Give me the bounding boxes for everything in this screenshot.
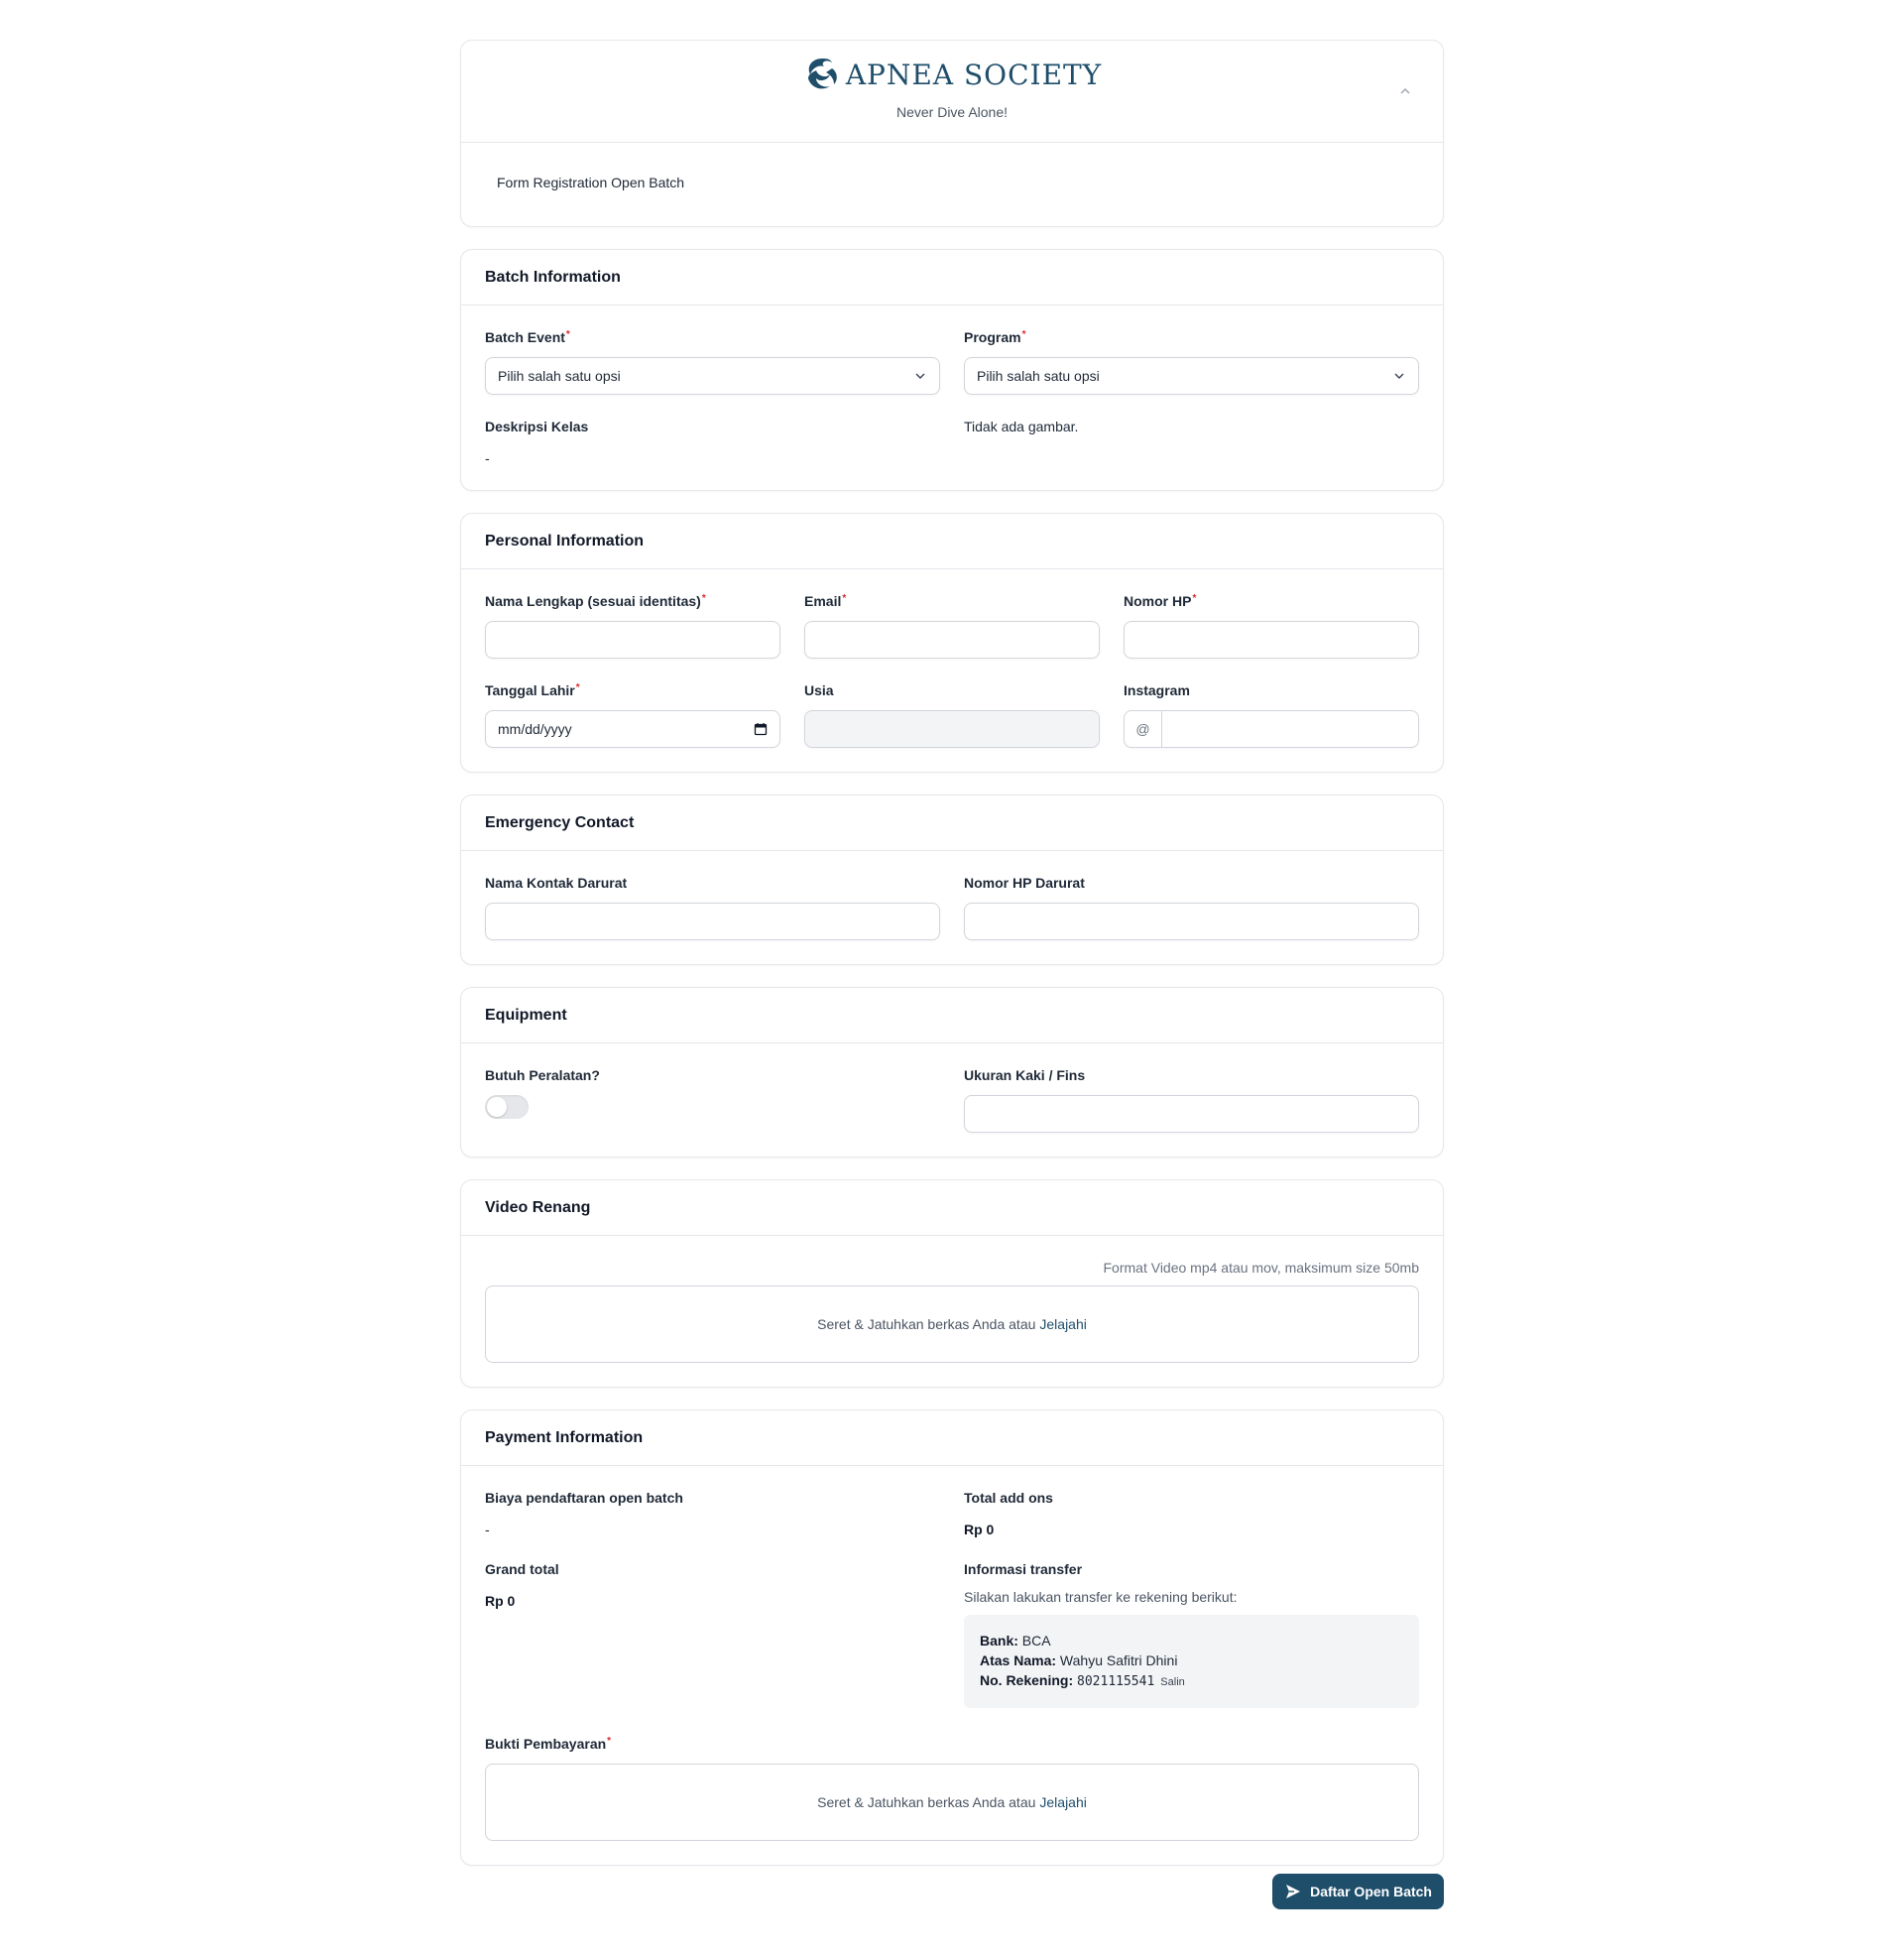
registration-form: [460, 40, 1444, 1909]
video-format-hint: Format Video mp4 atau mov, maksimum size 50mb: [1103, 1260, 1419, 1276]
header-card: [460, 40, 1444, 227]
email-label: Email*: [804, 593, 847, 609]
instagram-label: Instagram: [1124, 682, 1190, 698]
payment-proof-dropzone[interactable]: Seret & Jatuhkan berkas Anda atau Jelajahi: [485, 1764, 1419, 1841]
section-title: Personal Information: [461, 514, 1443, 569]
chevron-down-icon: [913, 369, 927, 383]
header-top: [461, 41, 1443, 143]
nama-lengkap-label: Nama Lengkap (sesuai identitas)*: [485, 593, 706, 609]
nomor-hp-darurat-label: Nomor HP Darurat: [964, 875, 1085, 891]
required-marker: *: [607, 1736, 612, 1747]
ukuran-kaki-input[interactable]: [964, 1095, 1419, 1133]
chevron-down-icon: [1392, 369, 1406, 383]
batch-information-section: [460, 249, 1444, 491]
video-dropzone[interactable]: Seret & Jatuhkan berkas Anda atau Jelajahi: [485, 1285, 1419, 1363]
nama-kontak-darurat-input[interactable]: [485, 903, 940, 940]
no-image-text: Tidak ada gambar.: [964, 419, 1079, 434]
ukuran-kaki-label: Ukuran Kaki / Fins: [964, 1067, 1086, 1083]
copy-button[interactable]: Salin: [1160, 1676, 1185, 1688]
required-marker: *: [575, 682, 580, 693]
account-number-line: No. Rekening: 8021115541 Salin: [980, 1672, 1185, 1689]
video-renang-section: [460, 1179, 1444, 1388]
at-prefix: @: [1125, 711, 1162, 747]
submit-row: [460, 1874, 1444, 1909]
section-title: Equipment: [461, 988, 1443, 1043]
section-title: Video Renang: [461, 1180, 1443, 1236]
chevron-up-icon[interactable]: [1397, 84, 1413, 100]
account-name-line: Atas Nama: Wahyu Safitri Dhini: [980, 1652, 1178, 1668]
tanggal-lahir-input[interactable]: mm/dd/yyyy: [485, 710, 780, 748]
send-icon: [1284, 1883, 1302, 1900]
batch-event-select[interactable]: Pilih salah satu opsi: [485, 357, 940, 395]
emergency-contact-section: [460, 794, 1444, 965]
required-marker: *: [1021, 329, 1026, 340]
brand-name: APNEA SOCIETY: [845, 58, 1103, 91]
daftar-open-batch-button[interactable]: Daftar Open Batch: [1272, 1874, 1444, 1909]
total-addons-label: Total add ons: [964, 1490, 1053, 1506]
program-select[interactable]: Pilih salah satu opsi: [964, 357, 1419, 395]
grand-total-label: Grand total: [485, 1561, 559, 1577]
apnea-logo-icon: [802, 55, 842, 94]
required-marker: *: [701, 593, 706, 604]
logo: [461, 55, 1443, 94]
grand-total-value: Rp 0: [485, 1593, 516, 1609]
required-marker: *: [565, 329, 570, 340]
calendar-icon[interactable]: [754, 722, 768, 736]
nama-lengkap-input[interactable]: [485, 621, 780, 659]
deskripsi-kelas-value: -: [485, 450, 490, 466]
section-title: Batch Information: [461, 250, 1443, 305]
bukti-pembayaran-label: Bukti Pembayaran*: [485, 1736, 612, 1752]
section-title: Emergency Contact: [461, 795, 1443, 851]
nomor-hp-darurat-input[interactable]: [964, 903, 1419, 940]
total-addons-value: Rp 0: [964, 1522, 995, 1537]
equipment-section: [460, 987, 1444, 1158]
batch-event-label: Batch Event*: [485, 329, 570, 345]
required-marker: *: [1192, 593, 1197, 604]
section-title: Payment Information: [461, 1410, 1443, 1466]
butuh-peralatan-label: Butuh Peralatan?: [485, 1067, 600, 1083]
transfer-note: Silakan lakukan transfer ke rekening berikut:: [964, 1589, 1238, 1605]
bank-info-box: [964, 1615, 1419, 1708]
personal-information-section: [460, 513, 1444, 773]
usia-label: Usia: [804, 682, 834, 698]
nomor-hp-label: Nomor HP*: [1124, 593, 1197, 609]
deskripsi-kelas-label: Deskripsi Kelas: [485, 419, 589, 434]
usia-input: [804, 710, 1100, 748]
payment-information-section: [460, 1409, 1444, 1866]
instagram-input[interactable]: [1124, 710, 1419, 748]
biaya-value: -: [485, 1522, 490, 1537]
informasi-transfer-label: Informasi transfer: [964, 1561, 1083, 1577]
form-title: Form Registration Open Batch: [497, 175, 685, 190]
nomor-hp-input[interactable]: [1124, 621, 1419, 659]
butuh-peralatan-toggle[interactable]: [485, 1095, 529, 1119]
required-marker: *: [842, 593, 847, 604]
nama-kontak-darurat-label: Nama Kontak Darurat: [485, 875, 628, 891]
biaya-label: Biaya pendaftaran open batch: [485, 1490, 683, 1506]
program-label: Program*: [964, 329, 1026, 345]
tanggal-lahir-label: Tanggal Lahir*: [485, 682, 580, 698]
tagline: Never Dive Alone!: [895, 104, 1009, 120]
browse-link[interactable]: Jelajahi: [1039, 1794, 1087, 1810]
account-number: 8021115541: [1077, 1674, 1155, 1689]
browse-link[interactable]: Jelajahi: [1039, 1316, 1087, 1332]
bank-line: Bank: BCA: [980, 1633, 1051, 1649]
email-input[interactable]: [804, 621, 1100, 659]
toggle-knob: [487, 1097, 507, 1117]
